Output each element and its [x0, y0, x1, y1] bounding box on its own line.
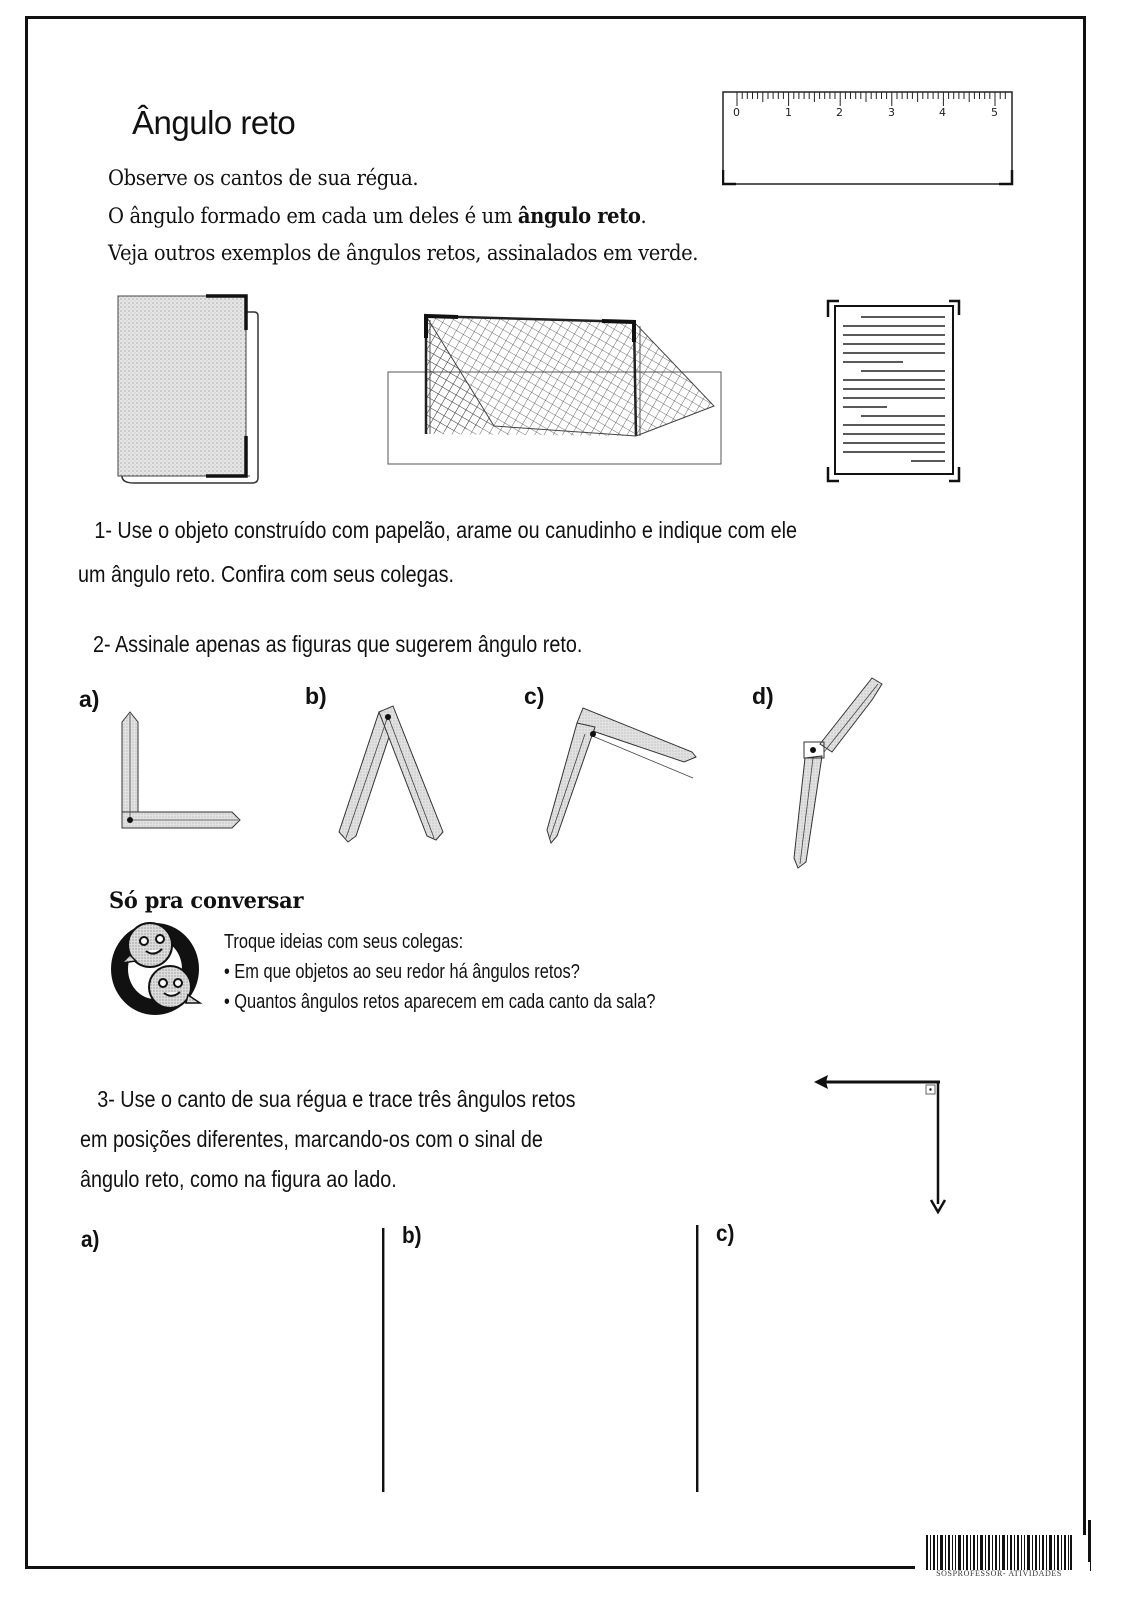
option-c-figure[interactable] [547, 708, 696, 843]
talk-section-illustration [108, 915, 208, 1015]
talk-section-title: Só pra conversar [109, 888, 304, 914]
question-3-line-1: 3- Use o canto de sua régua e trace três ângulos retos [97, 1086, 576, 1112]
talk-intro: Troque ideias com seus colegas: [224, 931, 464, 953]
intro-line-3: Veja outros exemplos de ângulos retos, assinalados em verde. [108, 241, 699, 265]
option-d-label: d) [752, 683, 774, 709]
question-1-line-2: um ângulo reto. Confira com seus colegas. [78, 561, 455, 587]
answer-area-c[interactable] [706, 1255, 1046, 1490]
question-1-line-1: 1- Use o objeto construído com papelão, arame ou canudinho e indique com ele [94, 517, 797, 543]
option-a-label: a) [79, 686, 100, 712]
right-angle-arrows-icon [812, 1072, 952, 1217]
intro-line-2: O ângulo formado em cada um deles é um ângulo reto. [108, 203, 647, 228]
barcode [926, 1535, 1072, 1570]
answer-area-a-label: a) [81, 1226, 100, 1252]
answer-divider-1 [382, 1228, 385, 1492]
page-title: Ângulo reto [132, 104, 296, 141]
question-3-line-2: em posições diferentes, marcando-os com o sinal de [80, 1126, 543, 1152]
question-3-line-3: ângulo reto, como na figura ao lado. [80, 1166, 397, 1192]
question-3 [80, 1079, 575, 1199]
barcode-icon [926, 1535, 1072, 1570]
question-2-prompt: 2- Assinale apenas as figuras que sugerem ângulo reto. [93, 631, 583, 657]
option-d-figure[interactable] [794, 678, 882, 868]
option-b-figure[interactable] [339, 706, 443, 842]
intro-line-1: Observe os cantos de sua régua. [108, 166, 419, 190]
answer-area-b[interactable] [392, 1255, 692, 1490]
talk-bullet-1: • Em que objetos ao seu redor há ângulos retos? [224, 961, 580, 983]
answer-area-a[interactable] [80, 1255, 380, 1490]
option-c-label: c) [524, 683, 545, 709]
option-a-figure[interactable] [122, 712, 240, 828]
answer-area-b-label: b) [402, 1222, 422, 1248]
talk-section-body [224, 927, 655, 1017]
barcode-text: SOSPROFESSOR- ATIVIDADES [936, 1569, 1062, 1578]
bold-term: ângulo reto [517, 203, 641, 228]
answer-area-c-label: c) [716, 1220, 735, 1246]
answer-divider-2 [696, 1225, 699, 1492]
chat-faces-icon [108, 915, 208, 1015]
talk-bullet-2: • Quantos ângulos retos aparecem em cada canto da sala? [224, 991, 656, 1013]
ruler-labels: 0 1 2 3 4 5 [733, 106, 998, 119]
option-b-label: b) [305, 683, 327, 709]
right-angle-example [812, 1072, 952, 1217]
